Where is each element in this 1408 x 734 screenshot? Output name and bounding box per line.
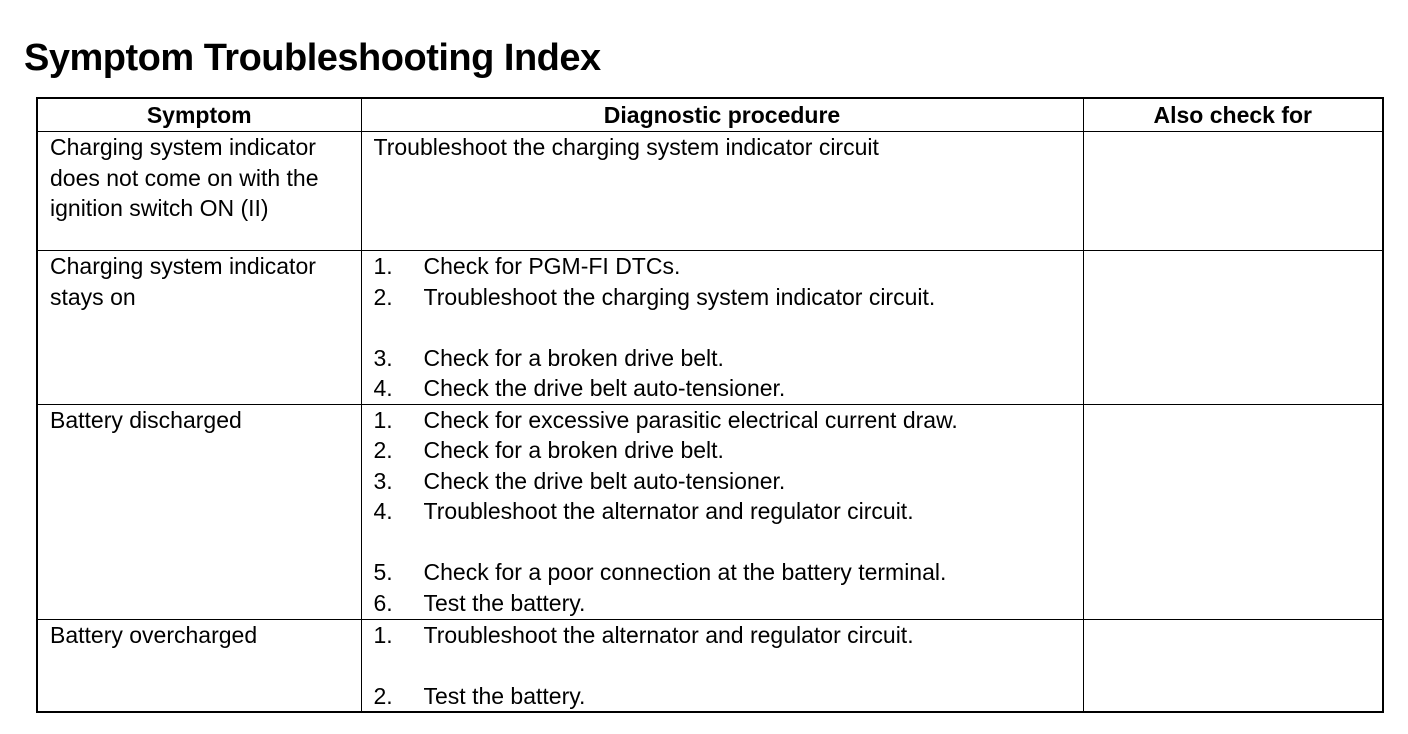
table-row [37, 619, 1383, 712]
step-text: Troubleshoot the alternator and regulator circuit. [423, 621, 914, 648]
step-number: 1. [373, 621, 393, 648]
symptom-text: Battery discharged [50, 406, 242, 433]
procedure-step [374, 496, 1083, 527]
symptom-cell [37, 619, 361, 712]
step-text: Check for a poor connection at the battery terminal. [423, 559, 947, 585]
symptom-text: Charging system indicator does not come on with the ignition switch ON (II) [50, 134, 319, 221]
procedure-step [374, 405, 1083, 436]
step-number: 2. [373, 437, 393, 463]
step-number: 2. [373, 682, 393, 709]
procedure-steps [362, 251, 1083, 404]
procedure-cell [361, 132, 1083, 251]
step-number: 6. [373, 589, 393, 616]
symptom-cell [37, 404, 361, 619]
procedure-steps [362, 620, 1083, 712]
also-check-cell [1083, 404, 1383, 619]
step-text: Test the battery. [423, 682, 586, 709]
header-symptom: Symptom [37, 98, 361, 132]
step-text: Check for excessive parasitic electrical current draw. [423, 406, 958, 433]
procedure-step [374, 681, 1083, 712]
table-header-row [37, 98, 1383, 132]
table-row [37, 132, 1383, 251]
procedure-step [374, 435, 1083, 466]
procedure-cell [361, 619, 1083, 712]
step-number: 5. [373, 559, 393, 585]
procedure-steps [362, 405, 1083, 619]
procedure-cell [361, 251, 1083, 405]
page-title: Symptom Troubleshooting Index [24, 37, 601, 80]
header-diagnostic-procedure: Diagnostic procedure [361, 98, 1083, 132]
step-text: Troubleshoot the charging system indicator circuit. [423, 283, 936, 310]
also-check-cell [1083, 251, 1383, 405]
step-number: 4. [373, 498, 393, 524]
step-number: 3. [373, 344, 393, 371]
table-row [37, 404, 1383, 619]
procedure-step [374, 373, 1083, 404]
step-text: Check for a broken drive belt. [423, 344, 724, 371]
step-number: 1. [373, 406, 393, 433]
step-text: Troubleshoot the alternator and regulator circuit. [423, 498, 914, 524]
symptom-text: Charging system indicator stays on [50, 253, 316, 310]
step-text: Test the battery. [423, 589, 586, 616]
step-number: 1. [373, 253, 393, 279]
procedure-step [374, 282, 1083, 313]
procedure-step [374, 557, 1083, 588]
procedure-text: Troubleshoot the charging system indicator circuit [373, 134, 879, 160]
symptom-cell [37, 251, 361, 405]
table-row [37, 251, 1383, 405]
procedure-step [374, 620, 1083, 651]
also-check-cell [1083, 132, 1383, 251]
also-check-cell [1083, 619, 1383, 712]
step-text: Check the drive belt auto-tensioner. [423, 467, 786, 494]
step-text: Check for a broken drive belt. [423, 437, 724, 463]
symptom-text: Battery overcharged [50, 621, 258, 648]
procedure-step [374, 251, 1083, 282]
procedure-step [374, 466, 1083, 497]
procedure-step [374, 588, 1083, 619]
step-text: Check the drive belt auto-tensioner. [423, 375, 786, 401]
step-number: 2. [373, 283, 393, 310]
procedure-cell [361, 404, 1083, 619]
step-text: Check for PGM-FI DTCs. [423, 253, 681, 279]
procedure-step [374, 343, 1083, 374]
step-number: 4. [373, 375, 393, 401]
symptom-cell [37, 132, 361, 251]
step-number: 3. [373, 467, 393, 494]
symptom-index-table [36, 97, 1384, 713]
header-also-check-for: Also check for [1083, 98, 1383, 132]
